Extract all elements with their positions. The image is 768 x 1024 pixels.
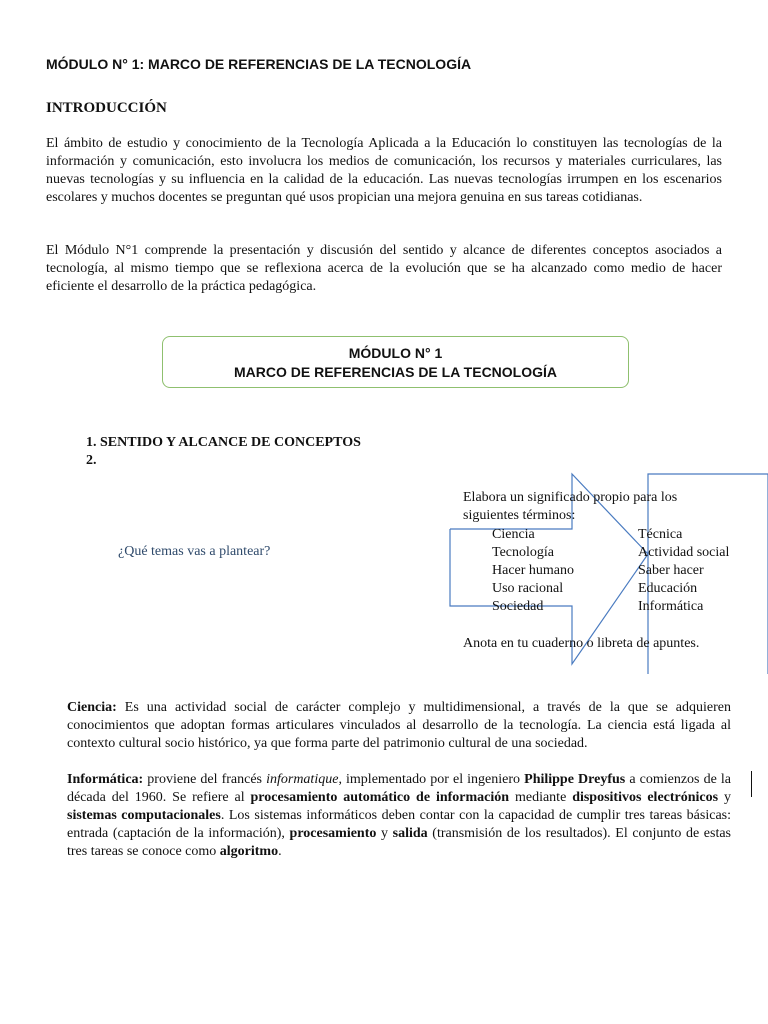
term-item: Actividad social <box>638 545 730 560</box>
definition-text: . Los sistemas informáticos deben contar con la capacidad de cumplir tres tareas básicas: entrada (captación de la información), <box>67 808 731 841</box>
definition-text: (transmisión de los resultados). El conjunto de estas tres tareas se conoce como <box>67 826 732 859</box>
intro-paragraph-1: El ámbito de estudio y conocimiento de la Tecnología Aplicada a la Educación lo constituyen las tecnologías de la información y comunicación, esto involucra los medios de comunicación, los recursos y materiales curriculares, las nuevas tecnologías y su influencia en la calidad de la educación. Las nuevas tecnologías irrumpen en los escenarios escolares y muchos docentes se preguntan qué usos propician una mejora genuina en sus tareas cotidianas. <box>46 136 722 205</box>
term-item: Informática <box>638 599 704 614</box>
module-box-line-2: MARCO DE REFERENCIAS DE LA TECNOLOGÍA <box>233 364 558 380</box>
definition-text: . <box>278 844 282 859</box>
definition-text: , implementado por el ingeniero <box>338 772 525 787</box>
definition-text: Es una actividad social de carácter complejo y multidimensional, a través de la que se adquieren conocimientos que adoptan formas articulares vinculados al desarrollo de la tecnología. La ciencia está ligada al contexto cultural socio histórico, ya que forma parte del patrimonio cultural de una sociedad. <box>67 700 731 751</box>
definition-bold: procesamiento automático de información <box>250 790 510 805</box>
definition-informatica <box>67 771 731 861</box>
definition-text: a comienzos de la década del 1960. Se refiere al <box>67 772 731 805</box>
definition-bold: sistemas computacionales <box>67 808 221 823</box>
term-item: Saber hacer <box>638 563 704 578</box>
definition-italic: informatique <box>266 772 339 787</box>
section-item-2: 2. <box>86 453 97 468</box>
section-item-1: 1. SENTIDO Y ALCANCE DE CONCEPTOS <box>86 435 361 450</box>
exercise-note: Anota en tu cuaderno o libreta de apuntes. <box>463 636 700 651</box>
definition-term: Informática: <box>67 772 144 787</box>
exercise-instructions: Elabora un significado propio para los siguientes términos: <box>463 490 678 523</box>
definition-bold: salida <box>392 826 428 841</box>
module-title-box <box>162 336 629 388</box>
term-item: Sociedad <box>492 599 544 614</box>
definition-text: y <box>718 790 731 805</box>
intro-paragraph-2: El Módulo N°1 comprende la presentación y discusión del sentido y alcance de diferentes conceptos asociados a tecnología, al mismo tiempo que se reflexiona acerca de la evolución que se ha alcanzado como medio de hacer eficiente el desarrollo de la práctica pedagógica. <box>46 243 722 294</box>
term-item: Tecnología <box>492 545 554 560</box>
definition-text: proviene del francés <box>143 772 267 787</box>
term-item: Educación <box>638 581 698 596</box>
term-item: Ciencia <box>492 527 535 542</box>
term-item: Hacer humano <box>492 563 575 578</box>
definition-bold: dispositivos electrónicos <box>572 790 719 805</box>
introduction-heading: INTRODUCCIÓN <box>46 100 167 116</box>
definition-bold: procesamiento <box>289 826 377 841</box>
terms-list-right <box>638 526 729 616</box>
text-cursor <box>751 771 752 797</box>
guiding-question: ¿Qué temas vas a plantear? <box>118 544 271 559</box>
document-title: MÓDULO N° 1: MARCO DE REFERENCIAS DE LA TECNOLOGÍA <box>46 56 472 72</box>
definition-text: y <box>376 826 393 841</box>
module-box-line-1: MÓDULO N° 1 <box>348 345 443 361</box>
section-list <box>86 434 361 470</box>
term-item: Técnica <box>638 527 683 542</box>
definition-text: mediante <box>509 790 573 805</box>
definition-bold: algoritmo <box>219 844 279 859</box>
terms-list-left <box>492 526 574 616</box>
definition-term: Ciencia: <box>67 700 117 715</box>
definition-bold: Philippe Dreyfus <box>524 772 626 787</box>
definition-ciencia <box>67 699 731 753</box>
term-item: Uso racional <box>492 581 564 596</box>
